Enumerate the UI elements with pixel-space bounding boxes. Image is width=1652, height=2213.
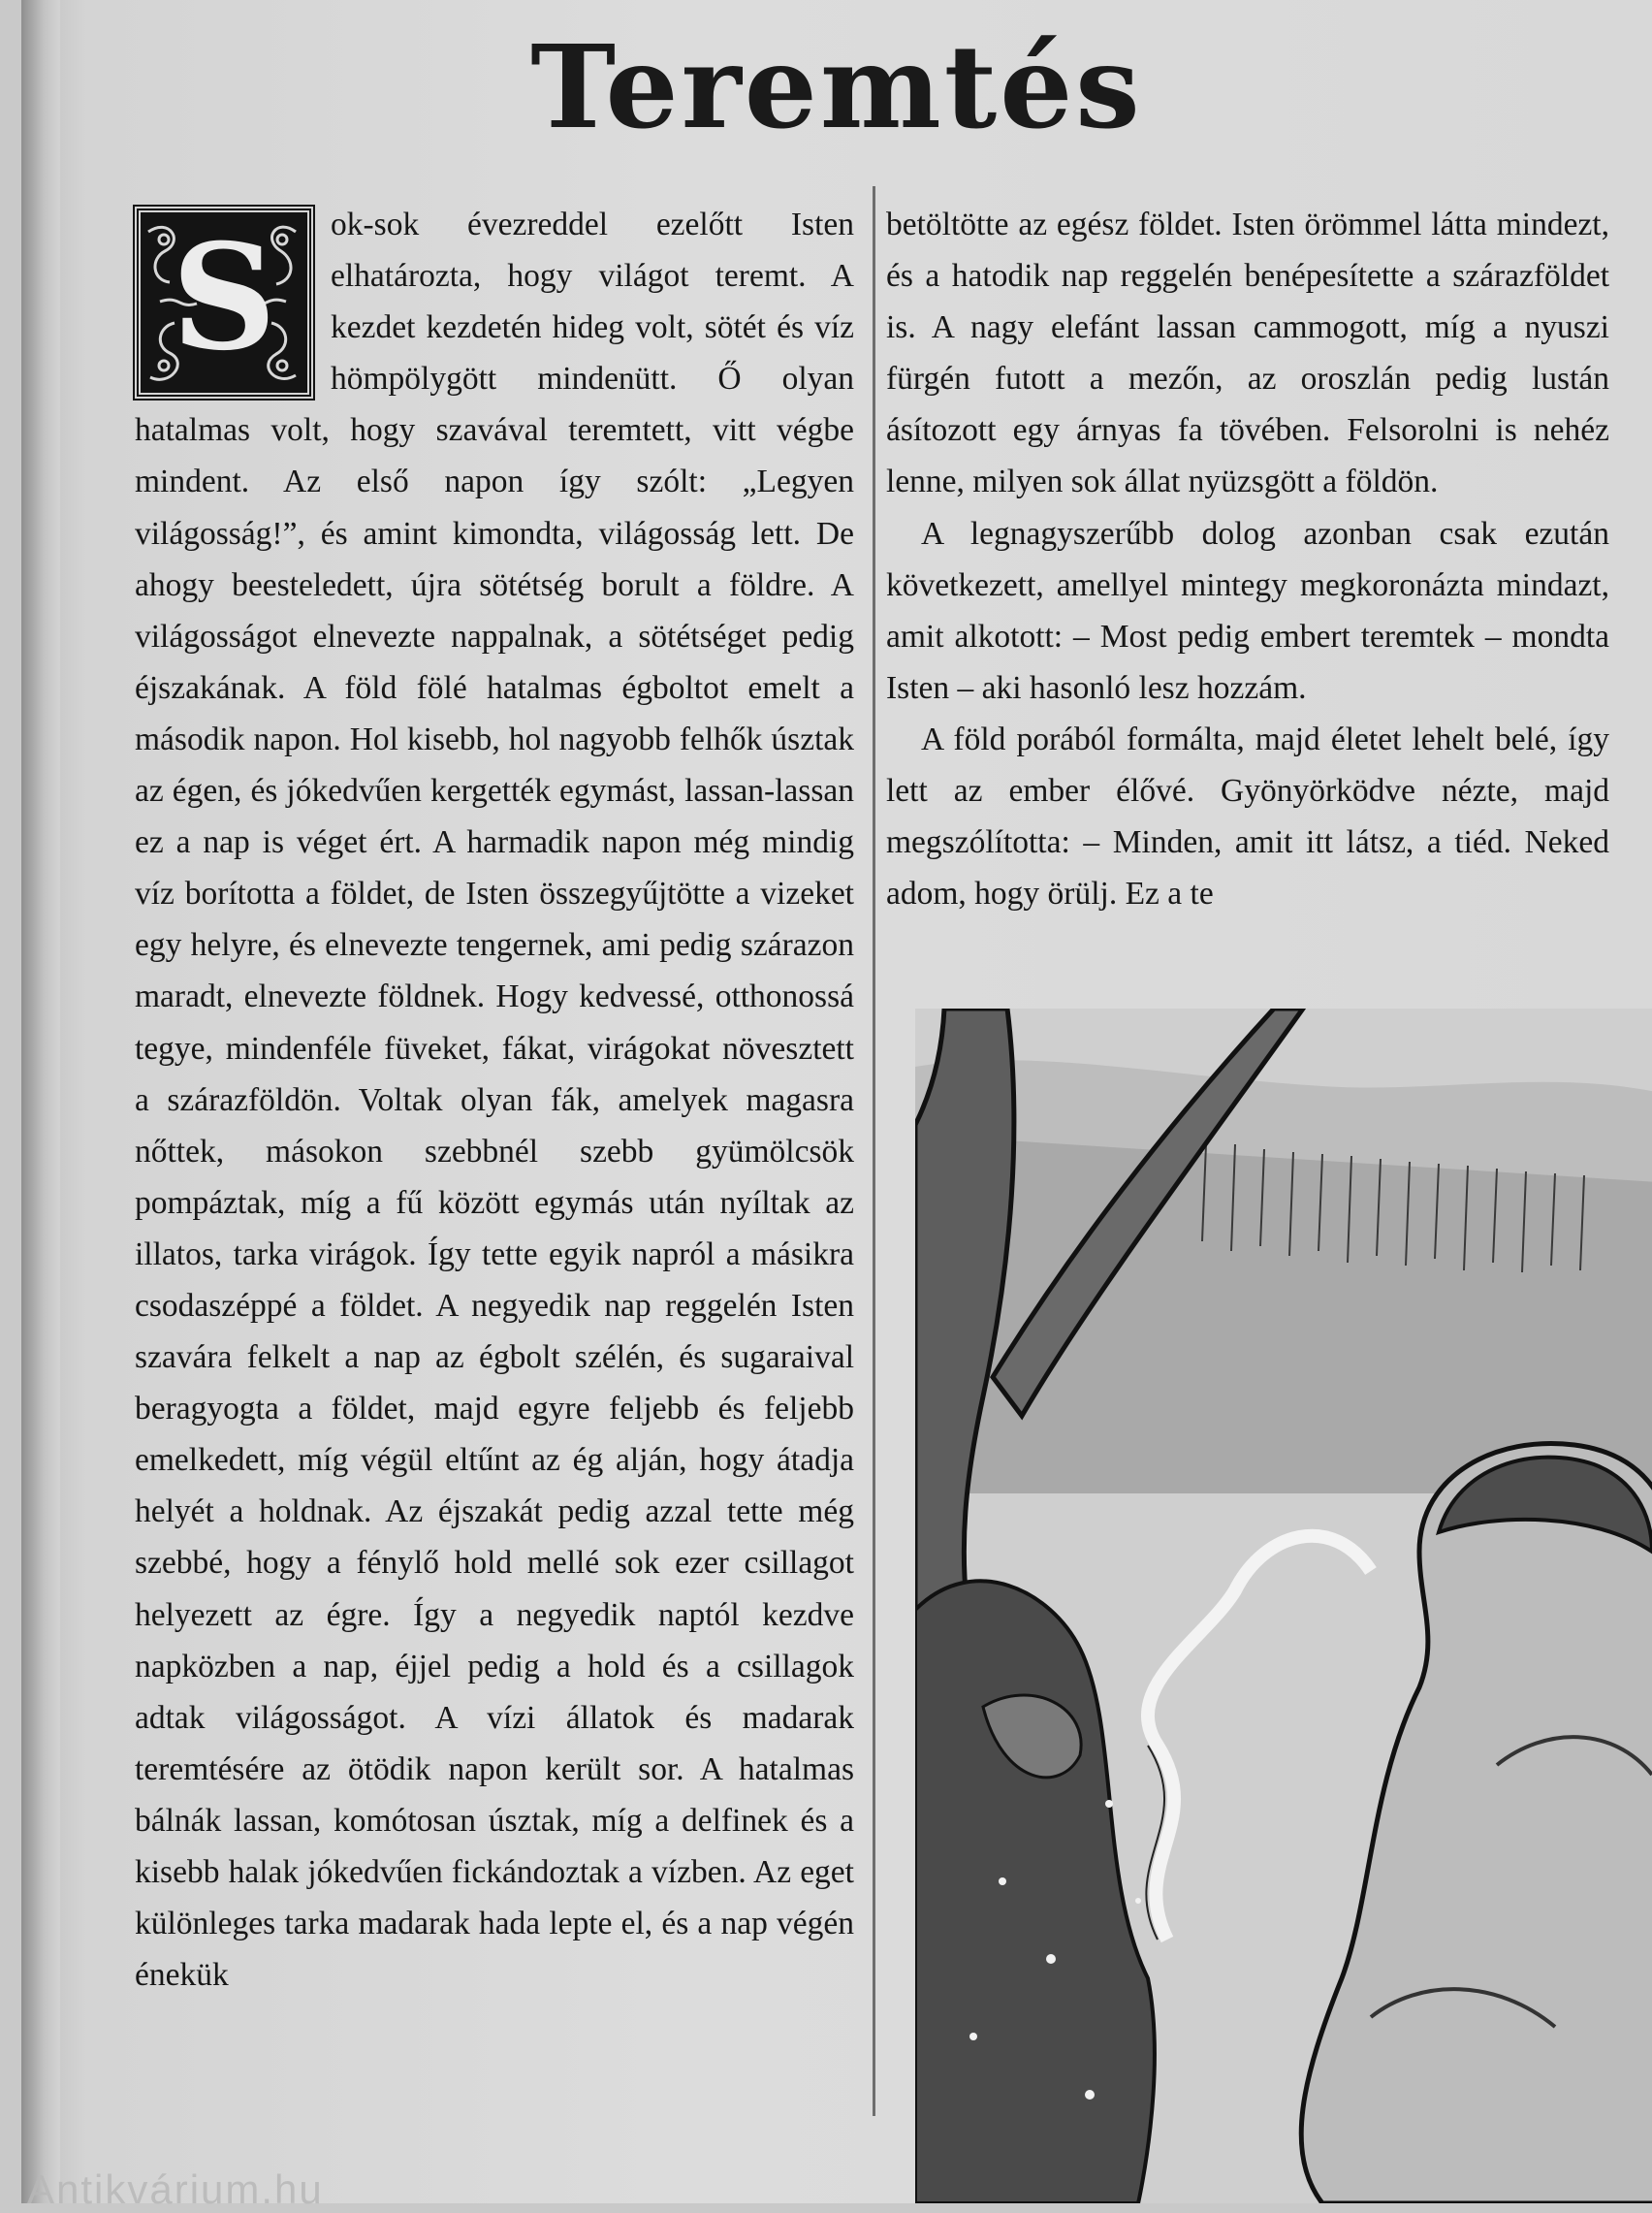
left-column [135, 199, 854, 2001]
left-paragraph: ok-sok évezreddel ezelőtt Isten elhatározta, hogy világot teremt. A kezdet kezdetén hideg volt, sötét és víz hömpölygött mindenütt. Ő olyan hatalmas volt, hogy szavával teremtett, vitt végbe mindent. Az első napon így szólt: „Legyen világosság!”, és amint kimondta, világosság lett. De ahogy beesteledett, újra sötétség borult a földre. A világosságot elnevezte nappalnak, a sötétséget pedig éjszakának. A föld fölé hatalmas égboltot emelt a második napon. Hol kisebb, hol nagyobb felhők úsztak az égen, és jókedvűen kergették egymást, lassan-lassan ez a nap is véget ért. A harmadik napon még mindig víz borította a földet, de Isten összegyűjtötte a vizeket egy helyre, és elnevezte tengernek, ami pedig szárazon maradt, elnevezte földnek. Hogy kedvessé, otthonossá tegye, mindenféle füveket, fákat, virágokat növesztett a szárazföldön. Voltak olyan fák, amelyek magasra nőttek, másokon szebbnél szebb gyümölcsök pompáztak, míg a fű között egymás után nyíltak az illatos, tarka virágok. Így tette egyik napról a másikra csodaszéppé a földet. A negyedik nap reggelén Isten szavára felkelt a nap az égbolt szélén, és sugaraival beragyogta a földet, majd egyre feljebb és feljebb emelkedett, míg végül eltűnt az ég alján, hogy átadja helyét a holdnak. Az éjszakát pedig azzal tette még szebbé, hogy a fénylő hold mellé sok ezer csillagot helyezett az égre. Így a negyedik naptól kezdve napközben a nap, éjjel pedig a hold és a csillagok adtak világosságot. A vízi állatok és madarak teremtésére az ötödik napon került sor. A hatalmas bálnák lassan, komótosan úsztak, míg a delfinek és a kisebb halak jókedvűen fickándoztak a vízben. Az eget különleges tarka madarak hada lepte el, és a nap végén énekük [135, 207, 854, 1994]
right-paragraph-2: A legnagyszerűbb dolog azonban csak ezután következett, amellyel mintegy megkoronázta mindazt, amit alkotott: – Most pedig embert teremtek – mondta Isten – aki hasonló lesz hozzám. [886, 515, 1609, 706]
right-paragraph-3: A föld porából formálta, majd életet lehelt belé, így lett az ember élővé. Gyönyörködve nézte, majd megszólította: – Minden, amit itt látsz, a tiéd. Neked adom, hogy örülj. Ez a te [886, 721, 1609, 913]
column-divider [873, 186, 875, 2116]
dropcap-ornament [135, 207, 313, 399]
creation-illustration [915, 1009, 1652, 2203]
right-paragraph-1: betöltötte az egész földet. Isten örömmel látta mindezt, és a hatodik nap reggelén benépesítette a szárazföldet is. A nagy elefánt lassan cammogott, míg a nyuszi fürgén futott a mezőn, az oroszlán pedig lustán ásítozott egy árnyas fa tövében. Felsorolni is nehéz lenne, milyen sok állat nyüzsgött a földön. [886, 207, 1609, 500]
right-column [886, 199, 1609, 919]
watermark-text: Antikvárium.hu [27, 2166, 324, 2212]
page-title: Teremtés [530, 19, 1143, 154]
book-page [21, 0, 1652, 2212]
page-edge-shadow [21, 0, 60, 2203]
dropcap-letter: S [171, 212, 277, 383]
